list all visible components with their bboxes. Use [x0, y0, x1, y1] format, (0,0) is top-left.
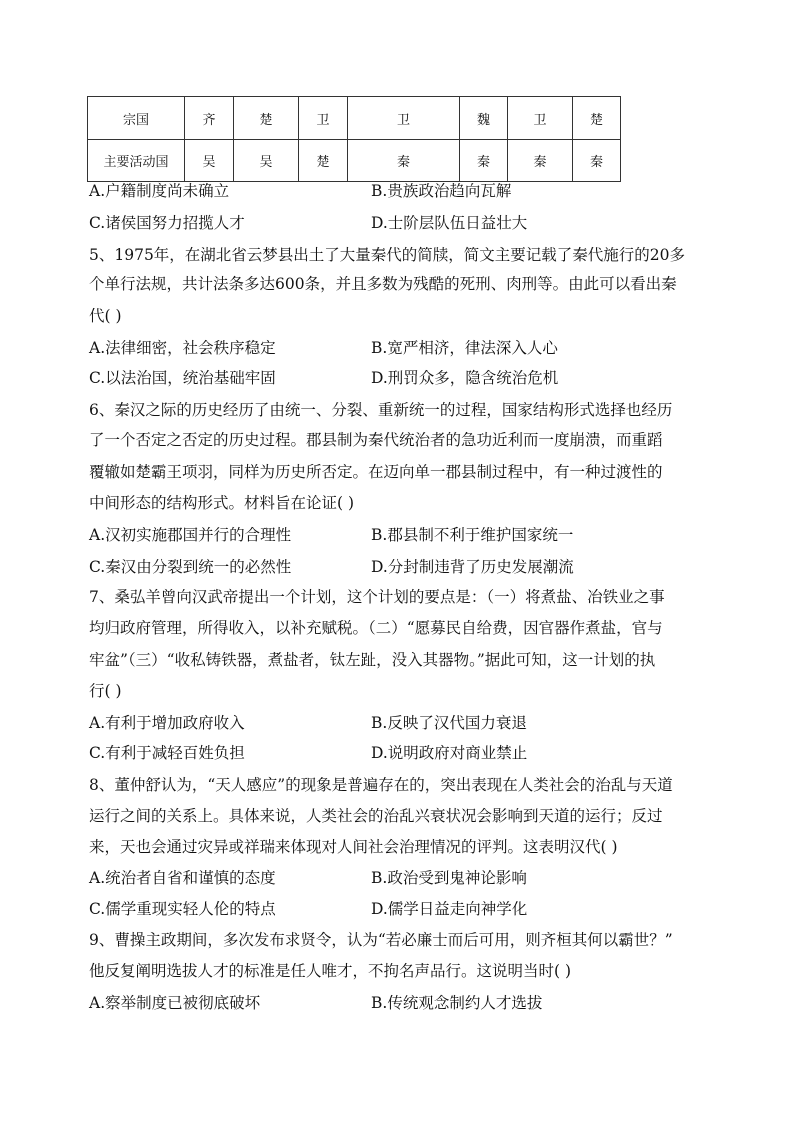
table-cell: 吴 [185, 140, 234, 182]
q5-stem-line: 5、1975年，在湖北省云梦县出土了大量秦代的简牍，简文主要记载了秦代施行的20多 [89, 246, 686, 264]
table-cell: 卫 [348, 97, 460, 140]
table-row-active-state [88, 140, 621, 182]
q4-option-c[interactable]: C.诸侯国努力招揽人才 [89, 214, 245, 232]
table-cell: 秦 [508, 140, 573, 182]
table-cell: 吴 [234, 140, 299, 182]
q7-stem-line: 均归政府管理，所得收入，以补充赋税。（二）“愿募民自给费，因官器作煮盐，官与 [89, 619, 663, 637]
q5-option-d[interactable]: D.刑罚众多，隐含统治危机 [371, 369, 559, 387]
q9-stem-line: 9、曹操主政期间，多次发布求贤令，认为“若必廉士而后可用，则齐桓其何以霸世？” [89, 931, 673, 949]
q7-option-b[interactable]: B.反映了汉代国力衰退 [371, 714, 527, 732]
q6-stem-line: 覆辙如楚霸王项羽，同样为历史所否定。在迈向单一郡县制过程中，有一种过渡性的 [89, 463, 663, 481]
q8-option-a[interactable]: A.统治者自省和谨慎的态度 [89, 869, 276, 887]
table-header-cell: 主要活动国 [88, 140, 185, 182]
q5-option-a[interactable]: A.法律细密，社会秩序稳定 [89, 339, 276, 357]
q4-option-d[interactable]: D.士阶层队伍日益壮大 [371, 214, 528, 232]
q6-stem-line: 6、秦汉之际的历史经历了由统一、分裂、重新统一的过程，国家结构形式选择也经历 [89, 401, 673, 419]
q9-option-b[interactable]: B.传统观念制约人才选拔 [371, 994, 543, 1012]
table-cell: 秦 [573, 140, 621, 182]
q8-option-d[interactable]: D.儒学日益走向神学化 [371, 900, 528, 918]
q9-stem-line: 他反复阐明选拔人才的标准是任人唯才，不拘名声品行。这说明当时( ) [89, 962, 572, 980]
q9-option-a[interactable]: A.察举制度已被彻底破坏 [89, 994, 261, 1012]
table-cell: 卫 [299, 97, 348, 140]
q8-stem-line: 运行之间的关系上。具体来说，人类社会的治乱兴衰状况会影响到天道的运行；反过 [89, 807, 663, 825]
q6-stem-line: 了一个否定之否定的历史过程。郡县制为秦代统治者的急功近利而一度崩溃，而重蹈 [89, 431, 663, 449]
table-cell: 卫 [508, 97, 573, 140]
q7-option-d[interactable]: D.说明政府对商业禁止 [371, 744, 528, 762]
q6-option-c[interactable]: C.秦汉由分裂到统一的必然性 [89, 558, 292, 576]
q6-option-d[interactable]: D.分封制违背了历史发展潮流 [371, 558, 574, 576]
q5-option-b[interactable]: B.宽严相济，律法深入人心 [371, 339, 558, 357]
q7-stem-line: 7、桑弘羊曾向汉武帝提出一个计划，这个计划的要点是：（一）将煮盐、冶铁业之事 [89, 588, 665, 606]
q4-option-b[interactable]: B.贵族政治趋向瓦解 [371, 182, 512, 200]
q7-stem-line: 行( ) [89, 682, 122, 700]
table-cell: 秦 [348, 140, 460, 182]
q6-option-b[interactable]: B.郡县制不利于维护国家统一 [371, 526, 574, 544]
state-table [87, 96, 621, 182]
q7-option-a[interactable]: A.有利于增加政府收入 [89, 714, 245, 732]
q5-option-c[interactable]: C.以法治国，统治基础牢固 [89, 369, 276, 387]
q8-option-b[interactable]: B.政治受到鬼神论影响 [371, 869, 527, 887]
table-cell: 齐 [185, 97, 234, 140]
q6-option-a[interactable]: A.汉初实施郡国并行的合理性 [89, 526, 292, 544]
table-header-cell: 宗国 [88, 97, 185, 140]
q7-stem-line: 牢盆”（三）“收私铸铁器，煮盐者，钛左趾，没入其器物。”据此可知，这一计划的执 [89, 651, 656, 669]
q8-stem-line: 8、董仲舒认为，“天人感应”的现象是普遍存在的，突出表现在人类社会的治乱与天道 [89, 776, 673, 794]
q7-option-c[interactable]: C.有利于减轻百姓负担 [89, 744, 245, 762]
table-cell: 秦 [460, 140, 508, 182]
table-cell: 楚 [299, 140, 348, 182]
q8-option-c[interactable]: C.儒学重现实轻人伦的特点 [89, 900, 276, 918]
q5-stem-line: 代( ) [89, 307, 122, 325]
q4-option-a[interactable]: A.户籍制度尚未确立 [89, 182, 230, 200]
table-cell: 楚 [573, 97, 621, 140]
table-cell: 楚 [234, 97, 299, 140]
q6-stem-line: 中间形态的结构形式。材料旨在论证( ) [89, 494, 355, 512]
q8-stem-line: 来，天也会通过灾异或祥瑞来体现对人间社会治理情况的评判。这表明汉代( ) [89, 838, 618, 856]
table-row-origin-state [88, 97, 621, 140]
q5-stem-line: 个单行法规，共计法条多达600条，并且多数为残酷的死刑、肉刑等。由此可以看出秦 [89, 275, 677, 293]
table-cell: 魏 [460, 97, 508, 140]
